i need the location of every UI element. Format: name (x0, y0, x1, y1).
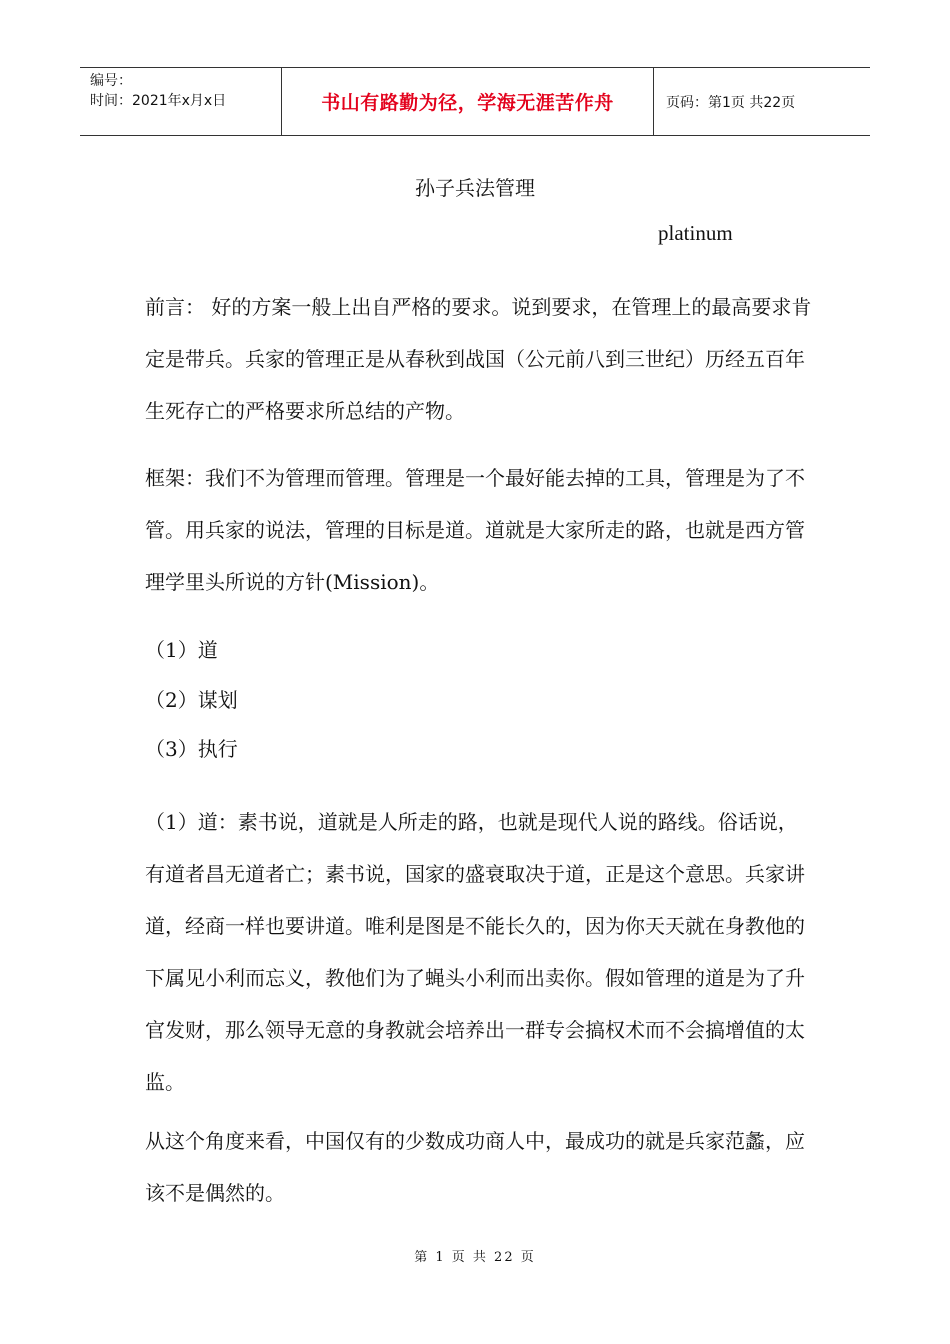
preface-paragraph: 前言： 好的方案一般上出自严格的要求。说到要求，在管理上的最高要求肯定是带兵。兵家的管理正是从春秋到战国（公元前八到三世纪）历经五百年生死存亡的严格要求所总结的产物。 (145, 295, 812, 423)
document-number-label: 编号： (90, 73, 132, 89)
header-meta (80, 68, 282, 135)
list-item-planning: （2）谋划 (145, 688, 238, 712)
document-time-label: 时间：2021年x月x日 (90, 93, 227, 109)
list-item-execution: （3）执行 (145, 737, 238, 761)
header-page-info: 页码：第1页 共22页 (666, 94, 796, 111)
dao-paragraph: （1）道：素书说，道就是人所走的路，也就是现代人说的路线。俗话说，有道者昌无道者亡；素书说，国家的盛衰取决于道，正是这个意思。兵家讲道，经商一样也要讲道。唯利是图是不能长久的，因为你天天就在身教他的下属见小利而忘义，教他们为了蝇头小利而出卖你。假如管理的道是为了升官发财，那么领导无意的身教就会培养出一群专会搞权术而不会搞增值的太监。 (145, 810, 805, 1094)
page-header (80, 67, 870, 136)
framework-paragraph: 框架：我们不为管理而管理。管理是一个最好能去掉的工具，管理是为了不管。用兵家的说法，管理的目标是道。道就是大家所走的路，也就是西方管理学里头所说的方针(Mission)。 (145, 466, 805, 594)
list-item-dao: （1）道 (145, 638, 218, 662)
conclusion-paragraph: 从这个角度来看，中国仅有的少数成功商人中，最成功的就是兵家范蠡，应该不是偶然的。 (145, 1129, 805, 1205)
header-slogan: 书山有路勤为径，学海无涯苦作舟 (282, 68, 654, 135)
document-author: platinum (658, 221, 733, 245)
page-footer: 第 1 页 共 22 页 (414, 1250, 536, 1265)
document-title: 孙子兵法管理 (415, 176, 535, 200)
